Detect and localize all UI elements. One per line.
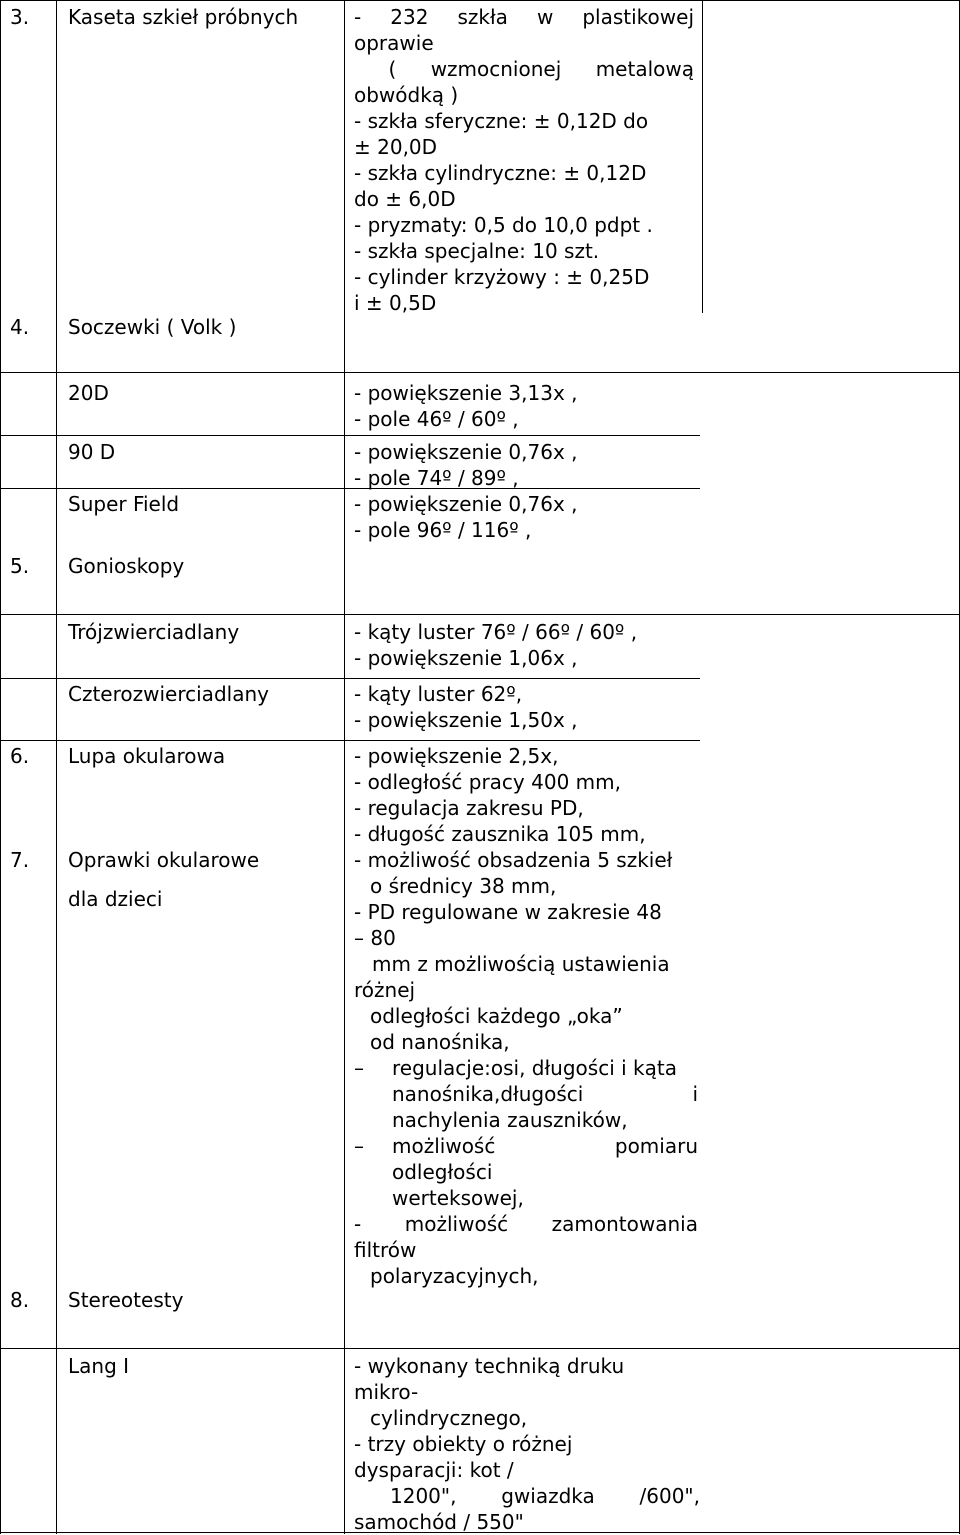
spec-line: oprawie	[354, 31, 434, 55]
table-border-left	[0, 0, 1, 1534]
item-name: Czterozwierciadlany	[68, 682, 269, 706]
item-name: Lupa okularowa	[68, 744, 226, 768]
item-number: 7.	[10, 848, 30, 872]
spec-line: – 80	[354, 926, 396, 950]
spec-line: odległości każdego „oka”	[370, 1004, 623, 1028]
spec-line: - szkła sferyczne: ± 0,12D do	[354, 109, 649, 133]
item-name: dla dzieci	[68, 887, 163, 911]
spec-line: - powiększenie 2,5x,	[354, 744, 559, 768]
spec-line: - pole 96º / 116º ,	[354, 518, 532, 542]
spec-line: - powiększenie 3,13x ,	[354, 381, 578, 405]
item-number: 3.	[10, 5, 30, 29]
spec-line: mikro-	[354, 1380, 419, 1404]
row-divider	[0, 372, 960, 373]
item-name: Oprawki okularowe	[68, 848, 260, 872]
spec-line: - powiększenie 1,50x ,	[354, 708, 578, 732]
spec-line: - pole 74º / 89º ,	[354, 466, 519, 490]
spec-line: od nanośnika,	[370, 1030, 510, 1054]
spec-line: - powiększenie 0,76x ,	[354, 492, 578, 516]
spec-line: różnej	[354, 978, 416, 1002]
row-divider	[0, 678, 700, 679]
spec-line: - regulacja zakresu PD,	[354, 796, 584, 820]
spec-line: samochód / 550"	[354, 1510, 524, 1534]
spec-line: ± 20,0D	[354, 135, 438, 159]
item-number: 6.	[10, 744, 30, 768]
spec-line: - szkła specjalne: 10 szt.	[354, 239, 600, 263]
spec-line: - wykonany techniką druku	[354, 1354, 625, 1378]
item-name: Stereotesty	[68, 1288, 184, 1312]
spec-line: - powiększenie 1,06x ,	[354, 646, 578, 670]
spec-line: polaryzacyjnych,	[370, 1264, 539, 1288]
item-name: Trójzwierciadlany	[68, 620, 240, 644]
spec-line: dysparacji: kot /	[354, 1458, 514, 1482]
spec-line: odległości	[392, 1160, 493, 1184]
spec-line: nachylenia zauszników,	[392, 1108, 628, 1132]
spec-line: werteksowej,	[392, 1186, 524, 1210]
spec-line: - pole 46º / 60º ,	[354, 407, 519, 431]
spec-line: 1200", gwiazdka /600",	[390, 1484, 700, 1508]
spec-line: - PD regulowane w zakresie 48	[354, 900, 662, 924]
column-divider	[56, 0, 57, 1534]
spec-line: - możliwość zamontowania	[354, 1212, 698, 1236]
spec-line: - pryzmaty: 0,5 do 10,0 pdpt .	[354, 213, 653, 237]
spec-line: – możliwość pomiaru	[354, 1134, 698, 1158]
item-number: 8.	[10, 1288, 30, 1312]
spec-line: do ± 6,0D	[354, 187, 456, 211]
spec-line: cylindrycznego,	[370, 1406, 528, 1430]
spec-line: o średnicy 38 mm,	[370, 874, 557, 898]
spec-line: mm z możliwością ustawienia	[372, 952, 670, 976]
spec-line: obwódką )	[354, 83, 459, 107]
item-name: Super Field	[68, 492, 180, 516]
item-name: Soczewki ( Volk )	[68, 315, 237, 339]
spec-line: - możliwość obsadzenia 5 szkieł	[354, 848, 673, 872]
item-number: 4.	[10, 315, 30, 339]
spec-line: - długość zausznika 105 mm,	[354, 822, 646, 846]
item-name: 90 D	[68, 440, 116, 464]
table-border-top	[0, 0, 960, 1]
spec-line: nanośnika,długości i	[392, 1082, 698, 1106]
column-divider	[344, 0, 345, 1534]
row-divider	[0, 488, 700, 489]
row-divider	[0, 614, 960, 615]
spec-line: filtrów	[354, 1238, 417, 1262]
spec-line: - kąty luster 62º,	[354, 682, 523, 706]
column-divider	[702, 0, 703, 313]
item-name: Gonioskopy	[68, 554, 185, 578]
spec-line: i ± 0,5D	[354, 291, 437, 315]
spec-line: - odległość pracy 400 mm,	[354, 770, 621, 794]
item-name: 20D	[68, 381, 109, 405]
item-number: 5.	[10, 554, 30, 578]
spec-line: - 232 szkła w plastikowej	[354, 5, 694, 29]
spec-line: - cylinder krzyżowy : ± 0,25D	[354, 265, 650, 289]
spec-line: – regulacje:osi, długości i kąta	[354, 1056, 677, 1080]
spec-line: - powiększenie 0,76x ,	[354, 440, 578, 464]
spec-line: ( wzmocnionej metalową	[388, 57, 694, 81]
row-divider	[0, 1348, 960, 1349]
spec-line: - szkła cylindryczne: ± 0,12D	[354, 161, 647, 185]
item-name: Lang I	[68, 1354, 130, 1378]
spec-line: - trzy obiekty o różnej	[354, 1432, 573, 1456]
row-divider	[0, 435, 700, 436]
spec-line: - kąty luster 76º / 66º / 60º ,	[354, 620, 638, 644]
row-divider	[0, 740, 700, 741]
item-name: Kaseta szkieł próbnych	[68, 5, 299, 29]
